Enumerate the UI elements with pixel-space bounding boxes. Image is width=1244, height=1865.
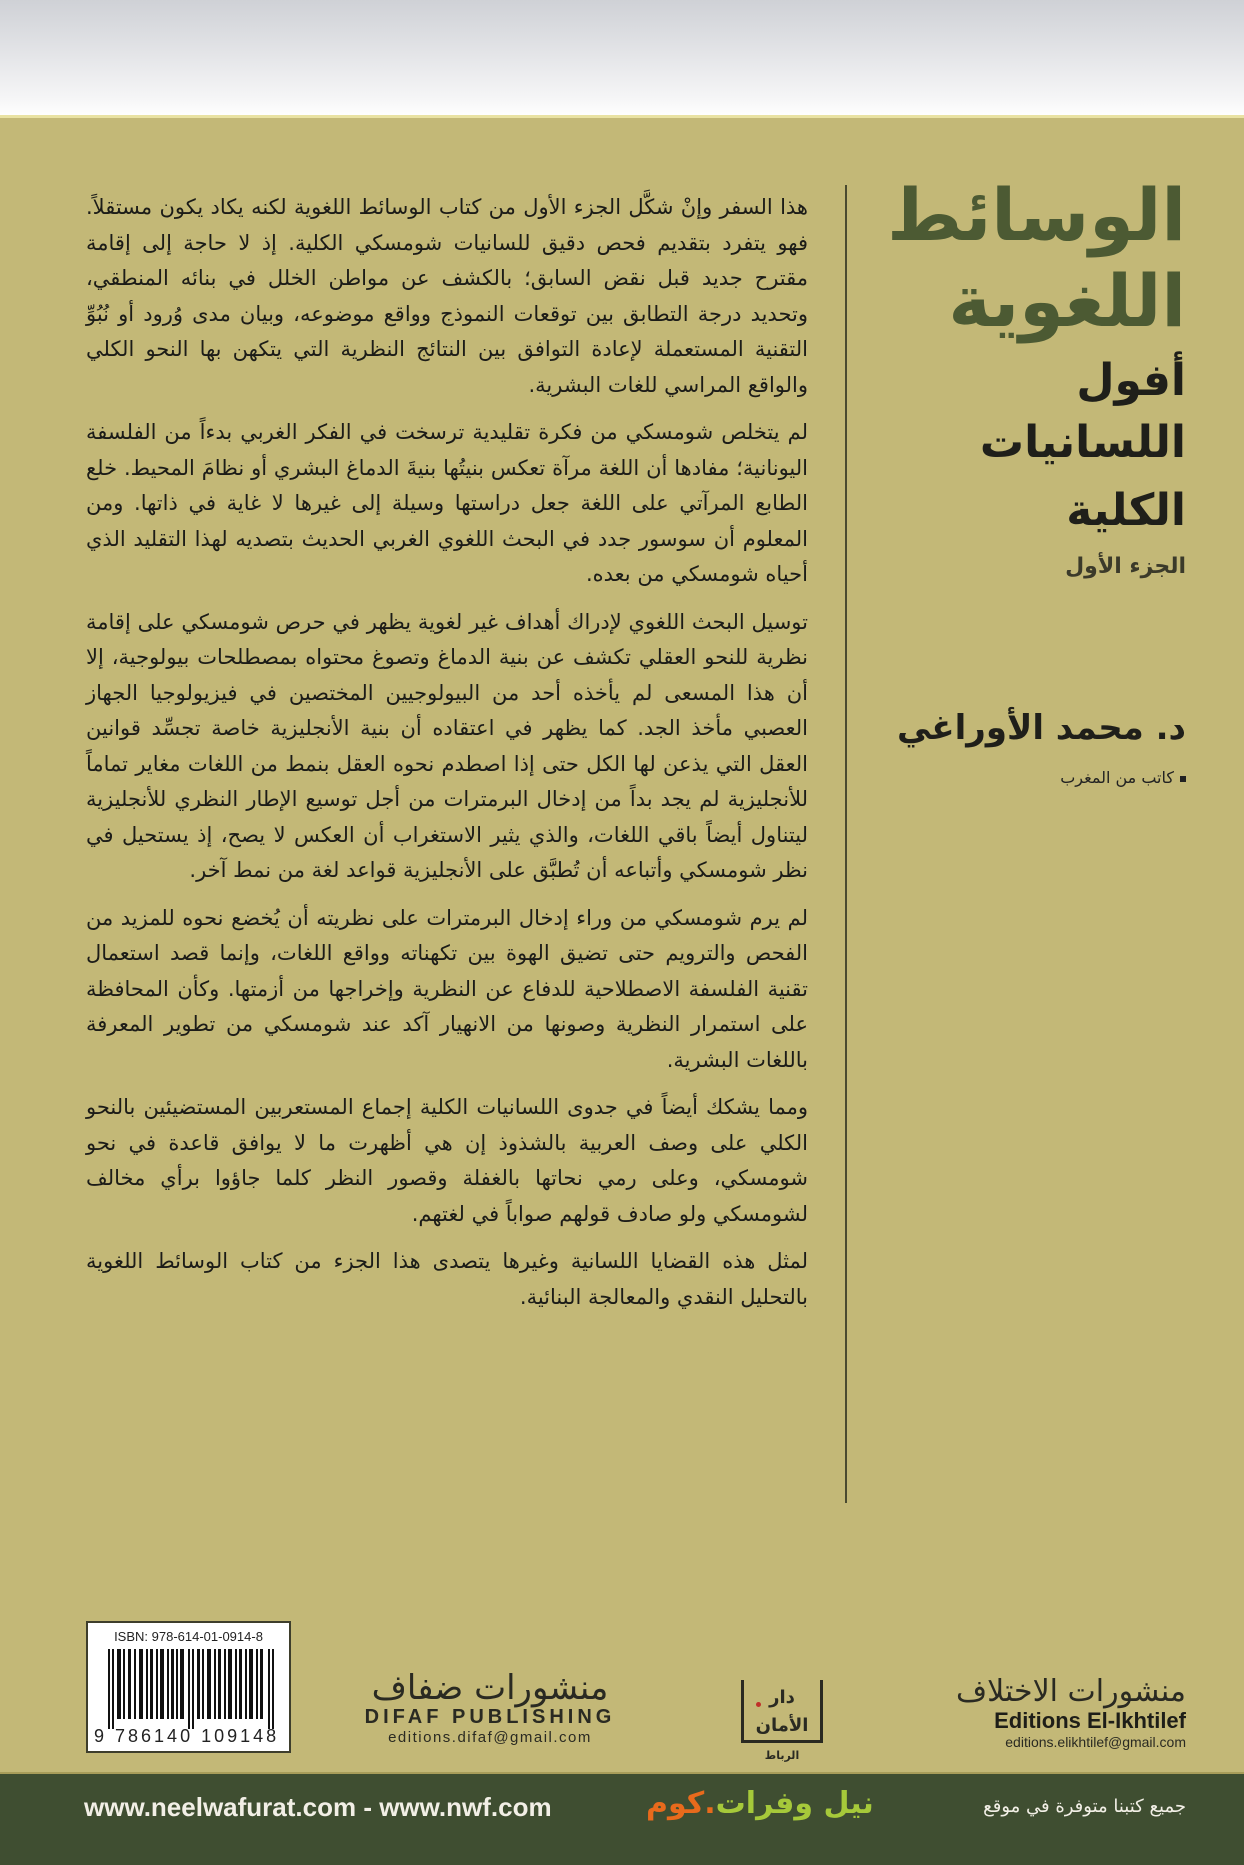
availability-note: جميع كتبنا متوفرة في موقع (983, 1796, 1186, 1817)
dar-al-aman-logo (737, 1680, 827, 1762)
blurb-paragraph: ومما يشكك أيضاً في جدوى اللسانيات الكلية إجماع المستعربين المستضيئين بالنحو الكلي على وصف العربية بالشذوذ إن هي أظهرت ما لا يوافق قاعدة في نحو شومسكي، وعلى رمي نحاتها بالغفلة وقصور النظر كلما جاؤوا برأي مخالف لشومسكي ولو صادف قولهم صواباً في لغتهم. (86, 1095, 808, 1226)
retailer-brand-name: نيل وفرات (715, 1786, 874, 1821)
isbn-label: ISBN: 978-614-01-0914-8 (114, 1629, 263, 1644)
blurb-paragraph: لم يتخلص شومسكي من فكرة تقليدية ترسخت في الفكر الغربي بدءاً من الفلسفة اليونانية؛ مفادها أن اللغة مرآة تعكس بنيتُها بنيةَ الدماغ البشري أو نظامَ المحيط. خلع الطابع المرآتي على اللغة جعل دراستها وسيلة إلى غيرها لا غاية في ذاتها. ومن المعلوم أن سوسور جدد في البحث اللغوي الغربي الحديث بتصديه لهذا التقليد الذي أحياه شومسكي من بعده. (86, 420, 808, 586)
author-note (886, 768, 1186, 787)
difaf-english-name: DIFAF PUBLISHING (364, 1706, 616, 1728)
author-block (886, 708, 1186, 787)
retailer-urls: www.neelwafurat.com - www.nwf.com (84, 1792, 552, 1822)
aman-city: الرباط (764, 1749, 800, 1762)
blurb-paragraph: هذا السفر وإنْ شكَّل الجزء الأول من كتاب الوسائط اللغوية لكنه يكاد يكون مستقلاً. فهو يتفرد بتقديم فحص دقيق للسانيات شومسكي الكلية. إذ لا حاجة إلى إقامة مقترح جديد قبل نقض السابق؛ بالكشف عن مواطن الخلل في بنائه المنطقي، وتحديد درجة التطابق بين توقعات النموذج وواقع موضوعه، وبيان مدى وُرود أو نُبُوِّ التقنية المستعملة لإعادة التوافق بين النتائج النظرية التي يتكهن بها النحو الكلي والواقع المراسي للغات البشرية. (86, 195, 808, 397)
ikhtilef-email: editions.elikhtilef@gmail.com (1005, 1734, 1186, 1750)
book-title-line1: الوسائط (887, 173, 1186, 257)
aman-arabic-name: دار الأمان (755, 1687, 809, 1736)
book-subtitle-line1: أفول اللسانيات (979, 355, 1186, 468)
blurb-paragraph: لم يرم شومسكي من وراء إدخال البرمترات على نظريته أن يُخضع نحوه للمزيد من الفحص والترويم حتى تضيق الهوة بين تكهناته وواقع اللغات، وإنما قصد استعمال تقنية الفلسفة الاصطلاحية للدفاع عن النظرية وإخراجها من أزمتها. وكأن المحافظة على استمرار النظرية وصونها من الانهيار آكد عند شومسكي من تطوير المعرفة باللغات البشرية. (86, 905, 808, 1072)
bullet-icon (1180, 776, 1186, 782)
book-subtitle-line2: الكلية (1066, 485, 1186, 536)
difaf-arabic-name: منشورات ضفاف (371, 1668, 609, 1708)
column-divider (845, 185, 847, 1503)
blurb-paragraph: لمثل هذه القضايا اللسانية وغيرها يتصدى هذا الجزء من كتاب الوسائط اللغوية بالتحليل النقدي والمعالجة البنائية. (86, 1249, 808, 1309)
author-origin: كاتب من المغرب (1060, 768, 1174, 787)
ikhtilef-arabic-name: منشورات الاختلاف (955, 1674, 1186, 1709)
retailer-brand-suffix: .كوم (646, 1786, 716, 1821)
quill-box-icon (741, 1680, 823, 1743)
isbn-barcode (86, 1621, 291, 1753)
blurb-text (86, 190, 808, 1327)
title-block (886, 172, 1186, 579)
barcode-bars-icon (108, 1649, 276, 1729)
difaf-publishing-logo (360, 1670, 620, 1746)
page-top-strip (0, 0, 1244, 117)
ikhtilef-logo (946, 1676, 1186, 1750)
book-title-line2: اللغوية (948, 259, 1186, 343)
volume-label: الجزء الأول (1065, 554, 1186, 579)
author-name: د. محمد الأوراغي (897, 708, 1186, 748)
bottom-band (0, 1772, 1244, 1865)
isbn-digits: 9 786140 109148 (94, 1726, 280, 1746)
retailer-brand (646, 1786, 874, 1821)
difaf-email: editions.difaf@gmail.com (388, 1729, 592, 1746)
red-dot-icon (756, 1702, 761, 1707)
blurb-paragraph: توسيل البحث اللغوي لإدراك أهداف غير لغوية يظهر في حرص شومسكي على إقامة نظرية للنحو العقلي تكشف عن بنية الدماغ وتصوغ محتواه بمصطلحات بيولوجية، إلا أن هذا المسعى لم يأخذه أحد من البيولوجيين المختصين في فيزيولوجيا الجهاز العصبي مأخذ الجد. كما يظهر في اعتقاده أن بنية الأنجليزية خاصة تجسِّد قوانين العقل التي يذعن لها الكل حتى إذا اصطدم نحوه العقل بنمط من اللغات مغاير تماماً للأنجليزية لم يجد بداً من إدخال البرمترات من أجل توسيع الإطار النظري للأنجليزية ليتناول أيضاً باقي اللغات، والذي يثير الاستغراب أن العكس لا يصح، إذ يستحيل في نظر شومسكي وأتباعه أن تُطبَّق على الأنجليزية قواعد لغة من نمط آخر. (86, 609, 808, 882)
ikhtilef-english-name: Editions El-Ikhtilef (994, 1708, 1186, 1733)
